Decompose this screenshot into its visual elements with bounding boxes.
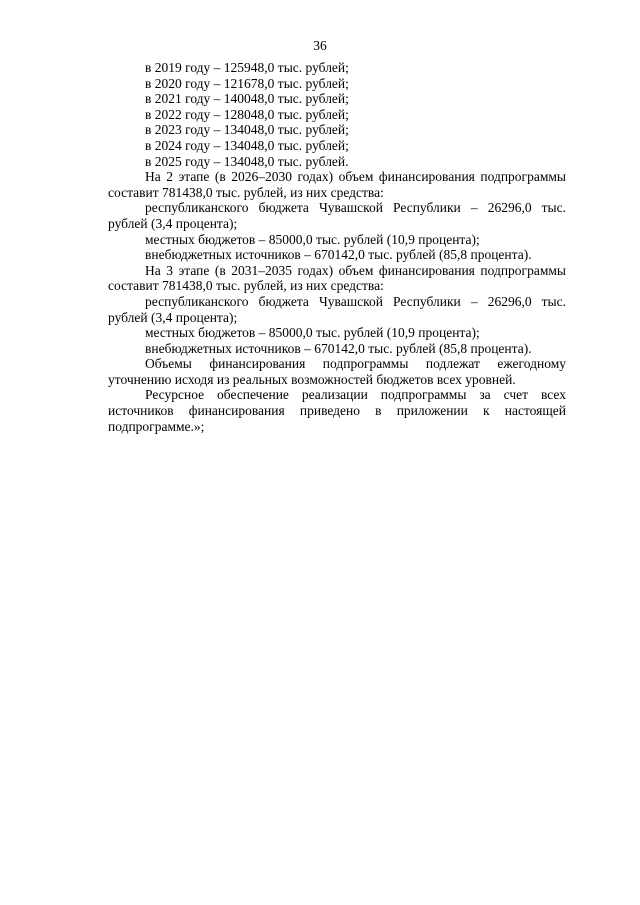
document-body bbox=[108, 60, 566, 434]
year-line-2024: в 2024 году – 134048,0 тыс. рублей; bbox=[145, 137, 349, 153]
year-line-2025: в 2025 году – 134048,0 тыс. рублей. bbox=[145, 153, 349, 169]
stage3-local-paragraph: местных бюджетов – 85000,0 тыс. рублей (10,9 процента); bbox=[145, 325, 480, 341]
year-line-2020: в 2020 году – 121678,0 тыс. рублей; bbox=[145, 75, 349, 91]
stage3-intro-paragraph: На 3 этапе (в 2031–2035 годах) объем финансирования подпрограммы составит 781438,0 тыс. рублей, из них средства: bbox=[108, 262, 566, 294]
stage2-republican-paragraph: республиканского бюджета Чувашской Республики – 26296,0 тыс. рублей (3,4 процента); bbox=[108, 200, 566, 231]
stage2-extrabudgetary-paragraph: внебюджетных источников – 670142,0 тыс. рублей (85,8 процента). bbox=[145, 247, 532, 263]
year-line-2019: в 2019 году – 125948,0 тыс. рублей; bbox=[145, 60, 349, 75]
refinement-paragraph: Объемы финансирования подпрограммы подлежат ежегодному уточнению исходя из реальных возможностей бюджетов всех уровней. bbox=[108, 356, 566, 387]
year-line-2022: в 2022 году – 128048,0 тыс. рублей; bbox=[145, 106, 349, 122]
page-number: 36 bbox=[313, 38, 327, 53]
stage3-extrabudgetary-paragraph: внебюджетных источников – 670142,0 тыс. рублей (85,8 процента). bbox=[145, 340, 532, 356]
resource-paragraph: Ресурсное обеспечение реализации подпрограммы за счет всех источников финансирования приведено в приложении к настоящей подпрограмме.»; bbox=[108, 387, 566, 434]
year-line-2023: в 2023 году – 134048,0 тыс. рублей; bbox=[145, 122, 349, 138]
year-line-2021: в 2021 году – 140048,0 тыс. рублей; bbox=[145, 91, 349, 107]
stage2-intro-paragraph: На 2 этапе (в 2026–2030 годах) объем финансирования подпрограммы составит 781438,0 тыс. рублей, из них средства: bbox=[108, 169, 566, 200]
stage3-republican-paragraph: республиканского бюджета Чувашской Республики – 26296,0 тыс. рублей (3,4 процента); bbox=[108, 293, 566, 325]
stage2-local-paragraph: местных бюджетов – 85000,0 тыс. рублей (10,9 процента); bbox=[145, 231, 480, 247]
